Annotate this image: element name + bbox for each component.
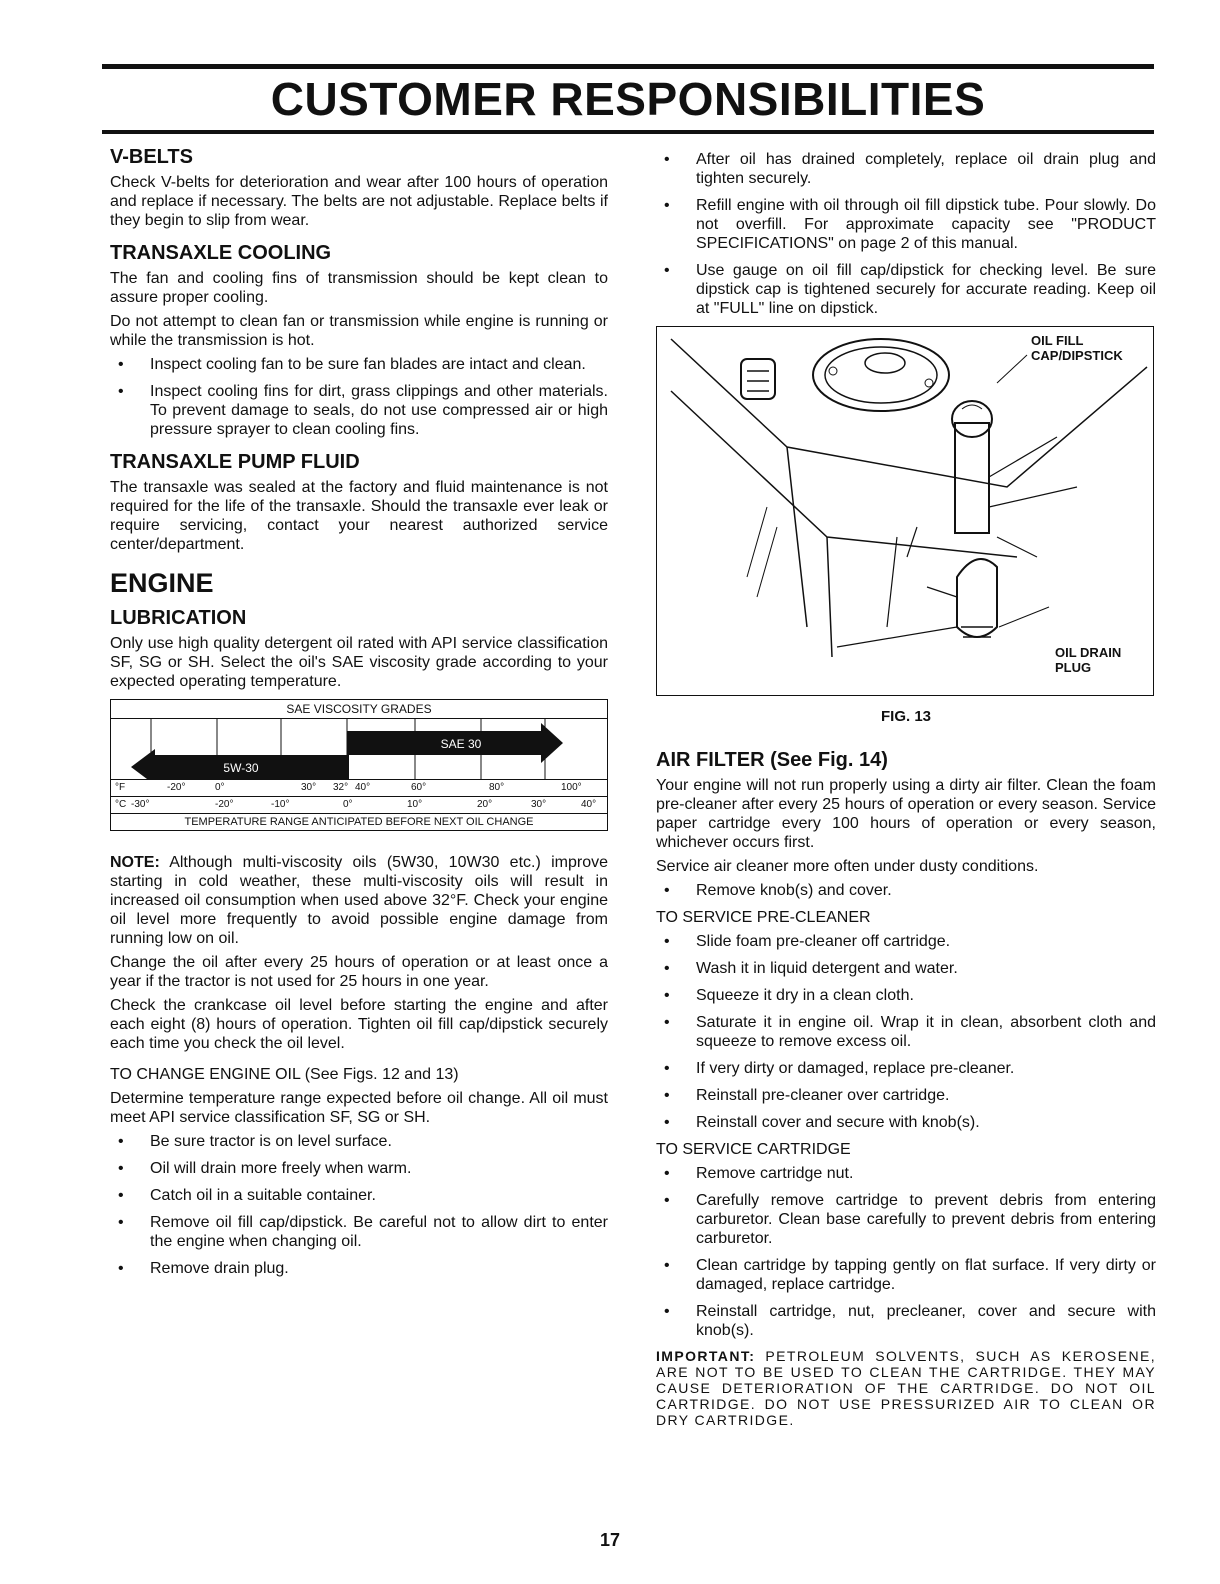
f-unit: °F	[115, 782, 126, 793]
list-item: • Catch oil in a suitable container.	[118, 1187, 376, 1204]
vbelts-heading: V-BELTS	[110, 146, 193, 168]
figure-caption: FIG. 13	[880, 708, 932, 725]
list-item: • Inspect cooling fins for dirt, grass clippings and other materials. To prevent damage to seals, do not use compressed air or high pressure sprayer to clean cooling fins.	[118, 383, 608, 438]
change-oil-text: Determine temperature range expected before oil change. All oil must meet API service classification SF, SG or SH.	[110, 1090, 608, 1126]
list-item: • Inspect cooling fan to be sure fan blades are intact and clean.	[118, 356, 586, 373]
list-item: • Be sure tractor is on level surface.	[118, 1133, 392, 1150]
c-tick: 0°	[343, 799, 353, 810]
list-item: • Remove drain plug.	[118, 1260, 289, 1277]
air-filter-heading: AIR FILTER (See Fig. 14)	[656, 749, 888, 771]
pump-text: The transaxle was sealed at the factory and fluid maintenance is not required for the life of the transaxle. Should the transaxle ever leak or require servicing, contact your nearest authorized service center/department.	[110, 479, 608, 553]
f-tick: 60°	[411, 782, 427, 793]
list-item: • Reinstall cover and secure with knob(s).	[664, 1114, 980, 1131]
c-tick: 20°	[477, 799, 493, 810]
list-item: • Oil will drain more freely when warm.	[118, 1160, 412, 1177]
list-item: • Reinstall pre-cleaner over cartridge.	[664, 1087, 950, 1104]
list-item: • Carefully remove cartridge to prevent debris from entering carburetor. Clean base carefully to prevent debris from entering carburetor.	[664, 1192, 1156, 1247]
note-text: Although multi-viscosity oils (5W30, 10W30 etc.) improve starting in cold weather, these multi-viscosity oils will result in increased oil consumption when used above 32°F. Check your engine oil level more frequently to avoid possible engine damage from running low on oil.	[110, 854, 608, 947]
list-item: • Remove cartridge nut.	[664, 1165, 854, 1182]
f-tick: -20°	[167, 782, 186, 793]
c-tick: 10°	[407, 799, 423, 810]
oil-drain-label: OIL DRAIN PLUG	[1055, 645, 1122, 675]
oil-refill-bullets	[656, 150, 1156, 318]
change-oil-bullets	[110, 1132, 608, 1278]
list-item: • Remove oil fill cap/dipstick. Be careful not to allow dirt to enter the engine when changing oil.	[118, 1214, 608, 1250]
engine-illustration	[657, 327, 1153, 695]
fahrenheit-scale	[111, 779, 607, 796]
air-filter-text-1: Your engine will not run properly using a dirty air filter. Clean the foam pre-cleaner after every 25 hours of operation or every season. Service paper cartridge every 100 hours of operation or every season, whichever occurs first.	[656, 777, 1156, 851]
note-label: NOTE:	[110, 854, 160, 871]
viscosity-chart-title: SAE VISCOSITY GRADES	[111, 700, 607, 719]
list-item: • Refill engine with oil through oil fill dipstick tube. Pour slowly. Do not overfill. For approximate capacity see "PRODUCT SPECIFICATIONS" on page 2 of this manual.	[664, 197, 1156, 252]
change-oil-heading: TO CHANGE ENGINE OIL (See Figs. 12 and 13)	[110, 1066, 459, 1083]
c-tick: 40°	[581, 799, 597, 810]
viscosity-bars	[111, 719, 607, 779]
engine-heading: ENGINE	[110, 568, 214, 598]
check-oil-level-text: Check the crankcase oil level before starting the engine and after each eight (8) hours of operation. Tighten oil fill cap/dipstick securely each time you check the oil level.	[110, 997, 608, 1052]
list-item: • Use gauge on oil fill cap/dipstick for checking level. Be sure dipstick cap is tightened securely for accurate reading. Keep oil at "FULL" line on dipstick.	[664, 262, 1156, 317]
f-tick: 100°	[561, 782, 582, 793]
viscosity-chart	[110, 699, 608, 831]
pre-cleaner-heading: TO SERVICE PRE-CLEANER	[656, 909, 871, 926]
list-item: • Remove knob(s) and cover.	[664, 882, 892, 899]
f-tick: 0°	[215, 782, 225, 793]
right-column	[656, 150, 1156, 1428]
page-title: CUSTOMER RESPONSIBILITIES	[270, 73, 986, 125]
title-underline	[102, 130, 1154, 134]
viscosity-chart-footer: TEMPERATURE RANGE ANTICIPATED BEFORE NEXT OIL CHANGE	[111, 813, 607, 830]
f-tick: 40°	[355, 782, 371, 793]
vbelts-text: Check V-belts for deterioration and wear after 100 hours of operation and replace if necessary. The belts are not adjustable. Replace belts if they begin to slip from wear.	[110, 174, 608, 229]
list-item: • Saturate it in engine oil. Wrap it in clean, absorbent cloth and squeeze to remove excess oil.	[664, 1014, 1156, 1050]
cooling-text-2: Do not attempt to clean fan or transmission while engine is running or while the transmission is hot.	[110, 313, 608, 349]
cooling-bullets	[110, 355, 608, 439]
c-tick: -10°	[271, 799, 290, 810]
list-item: • If very dirty or damaged, replace pre-cleaner.	[664, 1060, 1015, 1077]
list-item: • Squeeze it dry in a clean cloth.	[664, 987, 914, 1004]
lubrication-heading: LUBRICATION	[110, 607, 247, 629]
left-column	[110, 146, 608, 1286]
cartridge-bullets	[656, 1164, 1156, 1340]
important-warning	[656, 1348, 1156, 1428]
cooling-text-1: The fan and cooling fins of transmission should be kept clean to assure proper cooling.	[110, 270, 608, 306]
list-item: • Reinstall cartridge, nut, precleaner, cover and secure with knob(s).	[664, 1303, 1156, 1339]
list-item: • Slide foam pre-cleaner off cartridge.	[664, 933, 951, 950]
celsius-scale	[111, 796, 607, 813]
change-oil-interval-text: Change the oil after every 25 hours of operation or at least once a year if the tractor is not used for 25 hours in one year.	[110, 954, 608, 990]
f-tick: 80°	[489, 782, 505, 793]
c-tick: -30°	[131, 799, 150, 810]
important-text: PETROLEUM SOLVENTS, SUCH AS KEROSENE, ARE NOT TO BE USED TO CLEAN THE CARTRIDGE. THEY MAY CAUSE DETERIORATION OF THE CARTRIDGE. DO NOT OIL CARTRIDGE. DO NOT USE PRESSURIZED AIR TO CLEAN OR DRY CARTRIDGE.	[656, 1348, 1156, 1428]
5w30-label: 5W-30	[223, 761, 259, 775]
note-paragraph	[110, 853, 608, 948]
f-tick: 30°	[301, 782, 317, 793]
pump-heading: TRANSAXLE PUMP FLUID	[110, 451, 360, 473]
figure-13	[656, 326, 1154, 696]
lubrication-text: Only use high quality detergent oil rated with API service classification SF, SG or SH. Select the oil's SAE viscosity grade according to your expected operating temperature.	[110, 635, 608, 690]
c-unit: °C	[115, 799, 127, 810]
important-label: IMPORTANT:	[656, 1348, 756, 1364]
list-item: • Wash it in liquid detergent and water.	[664, 960, 958, 977]
c-tick: 30°	[531, 799, 547, 810]
sae30-label: SAE 30	[440, 737, 482, 751]
oil-fill-label: OIL FILL CAP/DIPSTICK	[1031, 333, 1123, 363]
list-item: • Clean cartridge by tapping gently on flat surface. If very dirty or damaged, replace cartridge.	[664, 1257, 1156, 1293]
page-number: 17	[599, 1530, 621, 1550]
cooling-heading: TRANSAXLE COOLING	[110, 242, 332, 264]
list-item: • After oil has drained completely, replace oil drain plug and tighten securely.	[664, 151, 1156, 187]
cartridge-heading: TO SERVICE CARTRIDGE	[656, 1141, 851, 1158]
top-rule	[102, 64, 1154, 69]
f-tick: 32°	[333, 782, 349, 793]
air-filter-bullets	[656, 881, 1156, 900]
c-tick: -20°	[215, 799, 234, 810]
pre-cleaner-bullets	[656, 932, 1156, 1132]
air-filter-text-2: Service air cleaner more often under dusty conditions.	[656, 858, 1039, 875]
